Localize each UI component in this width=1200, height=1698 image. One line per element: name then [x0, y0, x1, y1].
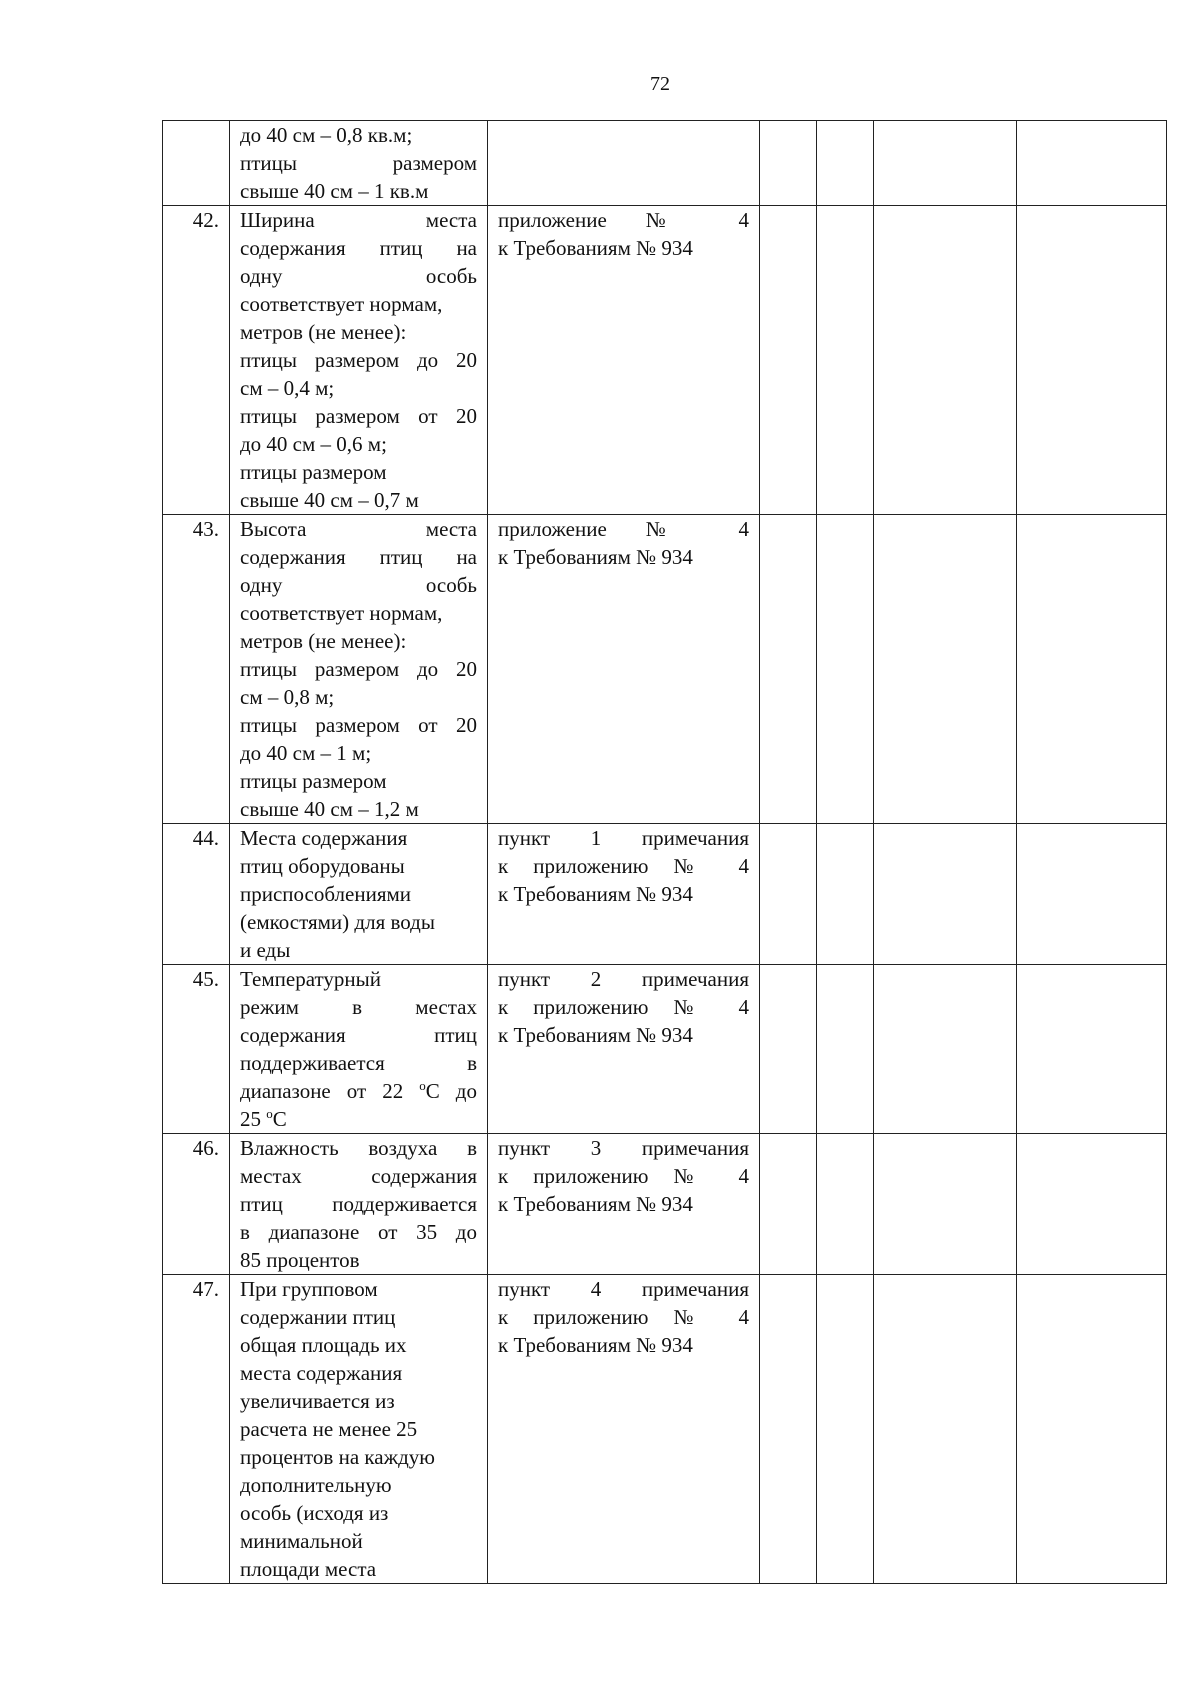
line-text: увеличивается из — [240, 1389, 395, 1413]
line-text: к Требованиям № 934 — [498, 1023, 693, 1047]
line-text: Места содержания — [240, 826, 408, 850]
line-text: одну особь — [240, 264, 477, 288]
line-text: птицы размером от 20 — [240, 713, 477, 737]
empty-cell — [1017, 515, 1167, 824]
line-text: местах содержания — [240, 1164, 477, 1188]
reference-cell — [488, 1134, 760, 1275]
empty-cell — [1017, 1134, 1167, 1275]
line-text: содержания птиц на — [240, 236, 477, 260]
empty-cell — [817, 515, 874, 824]
line-text: общая площадь их — [240, 1333, 407, 1357]
text-line — [498, 543, 749, 571]
text-line — [240, 402, 477, 430]
line-text: птицы размером — [240, 769, 387, 793]
text-line — [498, 1021, 749, 1049]
text-line — [498, 824, 749, 852]
line-text: минимальной — [240, 1529, 363, 1553]
text-line — [240, 627, 477, 655]
text-line — [240, 458, 477, 486]
empty-cell — [760, 824, 817, 965]
text-line — [240, 1077, 477, 1105]
empty-cell — [817, 965, 874, 1134]
empty-cell — [1017, 121, 1167, 206]
line-text: режим в местах — [240, 995, 477, 1019]
line-text: к Требованиям № 934 — [498, 236, 693, 260]
requirement-cell — [230, 515, 488, 824]
line-text: пункт 4 примечания — [498, 1277, 749, 1301]
empty-cell — [874, 965, 1017, 1134]
line-text: (емкостями) для воды — [240, 910, 435, 934]
text-line — [240, 711, 477, 739]
line-text: к Требованиям № 934 — [498, 1192, 693, 1216]
line-text: содержании птиц — [240, 1305, 396, 1329]
text-line — [240, 177, 477, 205]
text-line — [498, 1190, 749, 1218]
reference-cell — [488, 1275, 760, 1584]
line-text: диапазоне от 22 — [240, 1079, 420, 1103]
empty-cell — [874, 824, 1017, 965]
text-line — [240, 767, 477, 795]
line-text: свыше 40 см – 0,7 м — [240, 488, 419, 512]
line-text: метров (не менее): — [240, 629, 407, 653]
line-text: к приложению № 4 — [498, 854, 749, 878]
empty-cell — [874, 1134, 1017, 1275]
text-line — [240, 1105, 477, 1133]
text-line — [240, 739, 477, 767]
degree-superscript: o — [266, 1106, 273, 1121]
empty-cell — [1017, 206, 1167, 515]
line-text-after: С — [272, 1107, 287, 1131]
reference-cell — [488, 515, 760, 824]
empty-cell — [1017, 1275, 1167, 1584]
text-line — [240, 824, 477, 852]
text-line — [240, 852, 477, 880]
empty-cell — [817, 1134, 874, 1275]
reference-cell — [488, 965, 760, 1134]
text-line — [498, 1134, 749, 1162]
empty-cell — [760, 515, 817, 824]
table-row — [163, 1134, 1167, 1275]
empty-cell — [874, 515, 1017, 824]
empty-cell — [874, 1275, 1017, 1584]
line-text: птицы размером — [240, 460, 387, 484]
text-line — [498, 880, 749, 908]
text-line — [240, 936, 477, 964]
text-line — [240, 908, 477, 936]
text-line — [240, 1415, 477, 1443]
empty-cell — [760, 121, 817, 206]
line-text: приложение № 4 — [498, 517, 749, 541]
line-text: свыше 40 см – 1 кв.м — [240, 179, 429, 203]
text-line — [240, 599, 477, 627]
requirement-cell — [230, 121, 488, 206]
line-text: содержания птиц — [240, 1023, 477, 1047]
text-line — [240, 1387, 477, 1415]
empty-cell — [1017, 965, 1167, 1134]
table-row — [163, 121, 1167, 206]
line-text: птицы размером до 20 — [240, 657, 477, 681]
empty-cell — [1017, 824, 1167, 965]
empty-cell — [760, 965, 817, 1134]
text-line — [240, 121, 477, 149]
text-line — [240, 655, 477, 683]
line-text: птиц поддерживается — [240, 1192, 477, 1216]
text-line — [240, 1246, 477, 1274]
line-text: к Требованиям № 934 — [498, 545, 693, 569]
empty-cell — [874, 206, 1017, 515]
page-number: 72 — [650, 73, 670, 95]
empty-cell — [817, 824, 874, 965]
text-line — [240, 234, 477, 262]
text-line — [240, 683, 477, 711]
text-line — [240, 993, 477, 1021]
text-line — [240, 1471, 477, 1499]
empty-cell — [760, 1134, 817, 1275]
text-line — [240, 571, 477, 599]
text-line — [240, 1049, 477, 1077]
text-line — [498, 993, 749, 1021]
text-line — [240, 430, 477, 458]
line-text: места содержания — [240, 1361, 403, 1385]
table-row — [163, 965, 1167, 1134]
text-line — [498, 1162, 749, 1190]
text-line — [240, 1499, 477, 1527]
line-text: к приложению № 4 — [498, 1305, 749, 1329]
text-line — [240, 374, 477, 402]
line-text: Высота места — [240, 517, 477, 541]
line-text: к приложению № 4 — [498, 1164, 749, 1188]
line-text: к приложению № 4 — [498, 995, 749, 1019]
line-text: птицы размером до 20 — [240, 348, 477, 372]
row-number-cell: 45. — [163, 965, 230, 1134]
line-text: приложение № 4 — [498, 208, 749, 232]
text-line — [498, 1275, 749, 1303]
requirement-cell — [230, 965, 488, 1134]
text-line — [240, 1162, 477, 1190]
table-row — [163, 824, 1167, 965]
line-text: птиц оборудованы — [240, 854, 405, 878]
empty-cell — [760, 1275, 817, 1584]
line-text: содержания птиц на — [240, 545, 477, 569]
row-number-cell — [163, 121, 230, 206]
line-text: пункт 1 примечания — [498, 826, 749, 850]
line-text: пункт 2 примечания — [498, 967, 749, 991]
line-text: 25 — [240, 1107, 267, 1131]
table-row — [163, 206, 1167, 515]
line-text: Температурный — [240, 967, 381, 991]
line-text: соответствует нормам, — [240, 601, 443, 625]
text-line — [498, 852, 749, 880]
line-text: и еды — [240, 938, 291, 962]
text-line — [240, 1134, 477, 1162]
line-text: процентов на каждую — [240, 1445, 435, 1469]
row-number-cell: 44. — [163, 824, 230, 965]
text-line — [240, 290, 477, 318]
row-number-cell: 42. — [163, 206, 230, 515]
row-number-cell: 47. — [163, 1275, 230, 1584]
line-text: птицы размером от 20 — [240, 404, 477, 428]
line-text: к Требованиям № 934 — [498, 1333, 693, 1357]
line-text: до 40 см – 0,8 кв.м; — [240, 123, 413, 147]
line-text-after: С до — [425, 1079, 477, 1103]
line-text: 85 процентов — [240, 1248, 360, 1272]
text-line — [498, 965, 749, 993]
row-number-cell: 46. — [163, 1134, 230, 1275]
text-line — [240, 543, 477, 571]
degree-superscript: o — [419, 1078, 426, 1093]
text-line — [240, 1359, 477, 1387]
line-text: см – 0,4 м; — [240, 376, 335, 400]
line-text: Влажность воздуха в — [240, 1136, 477, 1160]
row-number-cell: 43. — [163, 515, 230, 824]
empty-cell — [817, 206, 874, 515]
line-text: птицы размером — [240, 151, 477, 175]
line-text: свыше 40 см – 1,2 м — [240, 797, 419, 821]
line-text: дополнительную — [240, 1473, 392, 1497]
requirement-cell — [230, 1275, 488, 1584]
reference-cell — [488, 121, 760, 206]
line-text: Ширина места — [240, 208, 477, 232]
text-line — [240, 486, 477, 514]
empty-cell — [874, 121, 1017, 206]
line-text: см – 0,8 м; — [240, 685, 335, 709]
line-text: до 40 см – 1 м; — [240, 741, 372, 765]
text-line — [240, 795, 477, 823]
text-line — [240, 262, 477, 290]
line-text: одну особь — [240, 573, 477, 597]
table-row — [163, 1275, 1167, 1584]
line-text: приспособлениями — [240, 882, 412, 906]
text-line — [240, 1527, 477, 1555]
empty-cell — [760, 206, 817, 515]
text-line — [240, 346, 477, 374]
text-line — [240, 1443, 477, 1471]
text-line — [498, 1303, 749, 1331]
text-line — [240, 515, 477, 543]
text-line — [240, 1190, 477, 1218]
empty-cell — [817, 1275, 874, 1584]
text-line — [240, 880, 477, 908]
text-line — [240, 1331, 477, 1359]
table-row — [163, 515, 1167, 824]
text-line — [498, 515, 749, 543]
line-text: особь (исходя из — [240, 1501, 389, 1525]
line-text: метров (не менее): — [240, 320, 407, 344]
requirement-cell — [230, 206, 488, 515]
text-line — [240, 1555, 477, 1583]
line-text: площади места — [240, 1557, 377, 1581]
text-line — [240, 318, 477, 346]
reference-cell — [488, 206, 760, 515]
text-line — [498, 1331, 749, 1359]
text-line — [240, 1021, 477, 1049]
empty-cell — [817, 121, 874, 206]
line-text: до 40 см – 0,6 м; — [240, 432, 387, 456]
text-line — [498, 206, 749, 234]
reference-cell — [488, 824, 760, 965]
text-line — [240, 965, 477, 993]
text-line — [240, 149, 477, 177]
line-text: расчета не менее 25 — [240, 1417, 418, 1441]
text-line — [498, 234, 749, 262]
line-text: поддерживается в — [240, 1051, 477, 1075]
text-line — [240, 206, 477, 234]
requirement-cell — [230, 1134, 488, 1275]
line-text: При групповом — [240, 1277, 378, 1301]
text-line — [240, 1303, 477, 1331]
line-text: к Требованиям № 934 — [498, 882, 693, 906]
line-text: пункт 3 примечания — [498, 1136, 749, 1160]
text-line — [240, 1275, 477, 1303]
text-line — [240, 1218, 477, 1246]
requirements-table — [162, 120, 1167, 1584]
line-text: в диапазоне от 35 до — [240, 1220, 477, 1244]
line-text: соответствует нормам, — [240, 292, 443, 316]
requirement-cell — [230, 824, 488, 965]
